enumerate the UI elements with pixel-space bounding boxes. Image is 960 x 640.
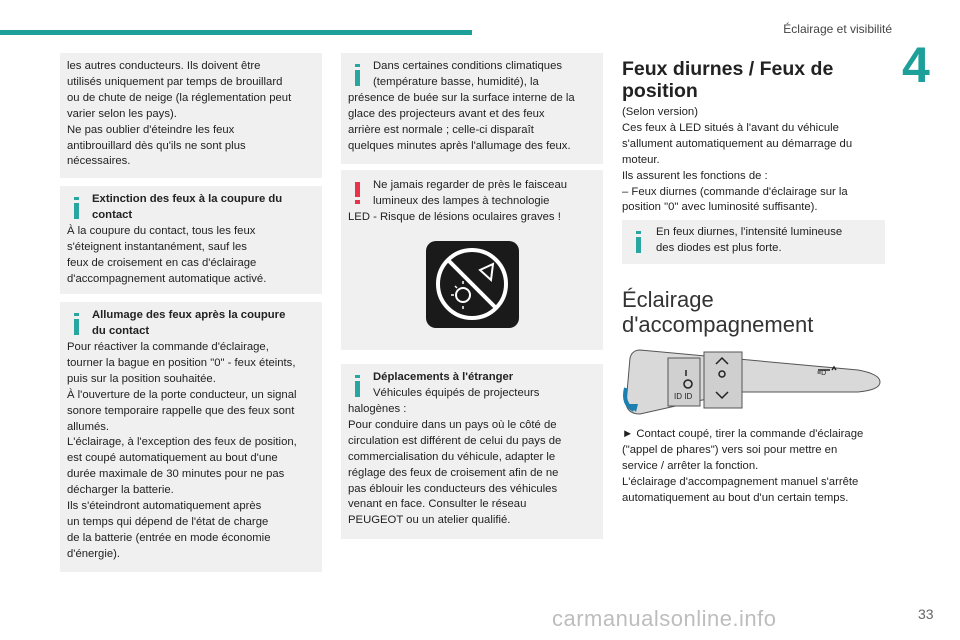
info-title — [92, 192, 282, 224]
text-line: ("appel de phares") vers soi pour mettre en — [622, 443, 838, 456]
text-line: Feux diurnes / Feux de — [622, 58, 834, 80]
lighting-stalk-diagram — [618, 348, 886, 416]
heading-eclairage-accompagnement — [622, 287, 813, 337]
text-line: venant en face. Consulter le réseau — [348, 498, 527, 511]
text-line: Ils assurent les fonctions de : — [622, 169, 768, 182]
text-line: service / arrêter la fonction. — [622, 459, 759, 472]
text-line: contact — [92, 208, 133, 221]
text-line: commercialisation du véhicule, adapter le — [348, 450, 556, 463]
info-text — [348, 59, 575, 154]
text-line: circulation est différent de celui du pays de — [348, 434, 562, 447]
text-line: antibrouillard dès qu'ils ne sont plus — [67, 139, 246, 152]
text-line: automatiquement au bout d'un certain temps. — [622, 491, 849, 504]
paragraph-eclairage-accompagnement — [622, 427, 863, 507]
text-line: position — [622, 80, 698, 102]
text-line: position "0" avec luminosité suffisante). — [622, 201, 818, 214]
info-box-etranger — [341, 364, 603, 539]
text-line: puis sur la position souhaitée. — [67, 372, 216, 385]
text-line: Ces feux à LED situés à l'avant du véhicule — [622, 121, 839, 134]
text-line: Ne jamais regarder de près le faisceau — [373, 179, 568, 191]
text-line: À la coupure du contact, tous les feux — [67, 225, 256, 237]
text-line: de la batterie (entrée en mode économie — [67, 531, 271, 544]
info-box-buee — [341, 53, 603, 164]
text-line: Allumage des feux après la coupure — [92, 309, 286, 321]
text-line: ou de chute de neige (la réglementation peut — [67, 91, 292, 104]
info-text — [67, 340, 297, 563]
text-line: Dans certaines conditions climatiques — [373, 60, 563, 72]
info-title — [92, 308, 285, 340]
text-line: est coupé automatiquement au bout d'une — [67, 452, 278, 465]
text-line: nécessaires. — [67, 155, 131, 168]
info-icon — [74, 197, 79, 219]
text-line: halogènes : — [348, 403, 407, 415]
text-line: présence de buée sur la surface interne de la — [348, 91, 575, 104]
text-line: Ne pas oublier d'éteindre les feux — [67, 123, 235, 136]
svg-text:≡D: ≡D — [817, 370, 827, 377]
text-line: réglage des feux de croisement afin de ne — [348, 466, 559, 479]
text-line: s'éteignent instantanément, sauf les — [67, 240, 247, 253]
text-line: allumés. — [67, 420, 110, 433]
info-title: Déplacements à l'étranger — [373, 371, 514, 383]
text-line: quelques minutes après l'allumage des feux. — [348, 139, 571, 152]
info-box-extinction — [60, 186, 322, 294]
text-line: tourner la bague en position "0" - feux éteints, — [67, 356, 296, 369]
heading-feux-diurnes — [622, 58, 833, 102]
text-line: lumineux des lampes à technologie — [373, 194, 550, 207]
text-line: – Feux diurnes (commande d'éclairage sur la — [622, 185, 848, 198]
info-icon — [355, 375, 360, 397]
text-line: d'énergie). — [67, 547, 121, 560]
info-icon — [74, 313, 79, 335]
no-look-led-icon — [425, 240, 520, 329]
chapter-number: 4 — [902, 37, 930, 93]
warning-text — [348, 178, 567, 226]
text-line: d'accompagnement automatique activé. — [67, 272, 267, 285]
text-line: (Selon version) — [622, 106, 698, 118]
section-title: Éclairage et visibilité — [783, 22, 892, 36]
text-line: ► Contact coupé, tirer la commande d'éclairage — [622, 428, 864, 440]
text-line: pas éblouir les conducteurs des véhicules — [348, 482, 558, 495]
info-text — [656, 225, 842, 257]
text-line: un temps qui dépend de l'état de charge — [67, 515, 269, 528]
text-line: feux de croisement en cas d'éclairage — [67, 256, 257, 269]
text-line: LED - Risque de lésions oculaires graves ! — [348, 210, 561, 223]
header-accent-bar — [0, 30, 472, 35]
text-line: Éclairage — [622, 287, 714, 312]
info-text — [67, 224, 266, 288]
text-line: Extinction des feux à la coupure du — [92, 193, 283, 205]
note-text — [67, 59, 291, 170]
paragraph-feux-diurnes — [622, 105, 852, 216]
text-line: d'accompagnement — [622, 312, 814, 337]
info-box-diurnes — [622, 220, 885, 264]
text-line: L'éclairage d'accompagnement manuel s'arrête — [622, 475, 859, 488]
info-text — [348, 402, 561, 529]
text-line: Pour réactiver la commande d'éclairage, — [67, 341, 269, 353]
info-icon — [636, 231, 641, 253]
text-line: Véhicules équipés de projecteurs — [373, 387, 540, 399]
text-line: durée maximale de 30 minutes pour ne pas — [67, 468, 285, 481]
footer-watermark: carmanualsonline.info — [552, 606, 777, 631]
text-line: Ils s'éteindront automatiquement après — [67, 500, 262, 513]
text-line: s'allument automatiquement au démarrage du — [622, 137, 853, 150]
text-line: L'éclairage, à l'exception des feux de position, — [67, 436, 297, 449]
info-box-allumage — [60, 302, 322, 572]
note-box-fog — [60, 53, 322, 178]
text-line: varier selon les pays). — [67, 107, 177, 120]
text-line: moteur. — [622, 153, 660, 166]
text-line: À l'ouverture de la porte conducteur, un signal — [67, 388, 297, 401]
text-line: les autres conducteurs. Ils doivent être — [67, 60, 261, 72]
warning-box-led — [341, 170, 603, 350]
text-line: PEUGEOT ou un atelier qualifié. — [348, 514, 511, 527]
text-line: En feux diurnes, l'intensité lumineuse — [656, 226, 843, 238]
text-line: Pour conduire dans un pays où le côté de — [348, 418, 557, 431]
text-line: sonore temporaire rappelle que des feux sont — [67, 404, 295, 417]
text-line: décharger la batterie. — [67, 484, 174, 497]
text-line: des diodes est plus forte. — [656, 241, 782, 254]
text-line: glace des projecteurs avant et des feux — [348, 107, 545, 120]
info-text — [373, 386, 539, 402]
text-line: arrière est normale ; celle-ci disparaît — [348, 123, 534, 136]
text-line: utilisés uniquement par temps de brouillard — [67, 75, 283, 88]
text-line: du contact — [92, 324, 150, 337]
text-line: (température basse, humidité), la — [373, 75, 539, 88]
svg-text:ID ID: ID ID — [674, 392, 693, 401]
page-number: 33 — [918, 606, 934, 622]
